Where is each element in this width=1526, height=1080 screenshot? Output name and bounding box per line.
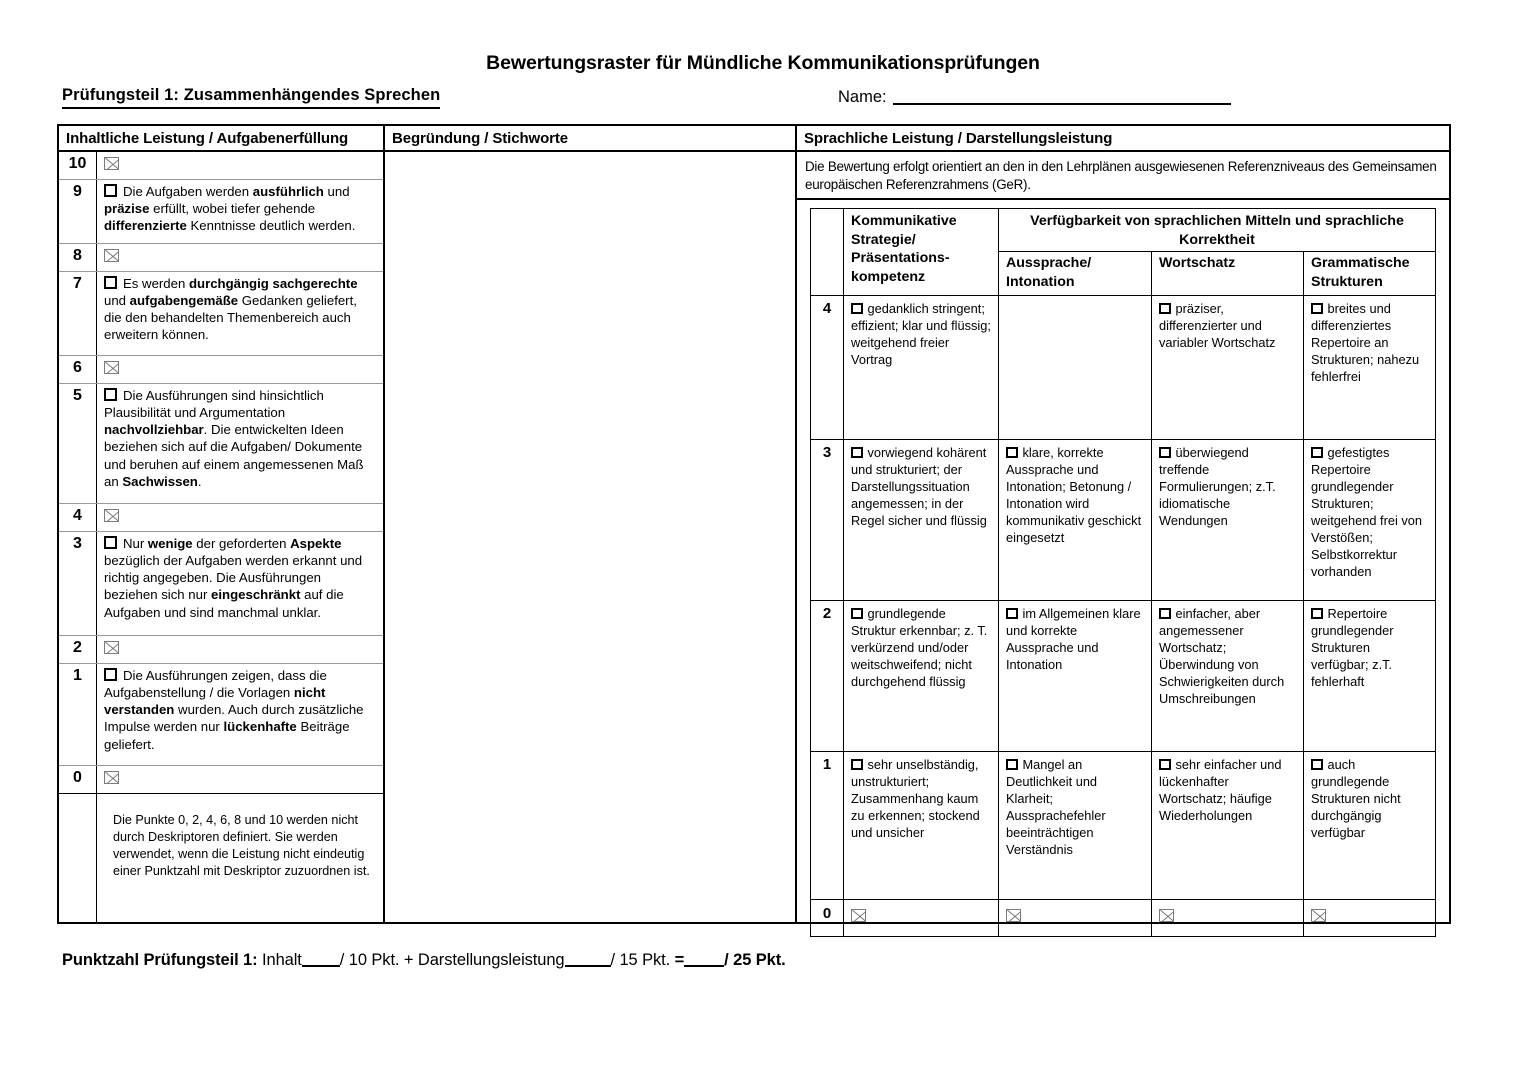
notes-writing-area[interactable]: [385, 152, 795, 922]
language-checkbox[interactable]: [851, 447, 863, 459]
language-descriptor-cell-wortschatz: [1152, 296, 1304, 439]
content-criteria-table: [59, 152, 383, 922]
language-descriptor-cell-wortschatz: [1152, 440, 1304, 600]
language-checkbox[interactable]: [1159, 447, 1171, 459]
criteria-points-value: 4: [59, 504, 97, 531]
language-checkbox[interactable]: [1159, 759, 1171, 771]
crossed-box-icon: [104, 509, 119, 522]
criteria-descriptor-text: Es werden durchgängig sachgerechte und aufgabengemäße Gedanken geliefert, die den behandelten Themenbereich auch erweitern können.: [104, 276, 358, 343]
language-criteria-row: [811, 899, 1435, 936]
criteria-descriptor-text: Die Aufgaben werden ausführlich und präzise erfüllt, wobei tiefer gehende differenzierte Kenntnisse deutlich werden.: [104, 184, 356, 234]
criteria-row: [59, 532, 383, 636]
language-descriptor-text: präziser, differenzierter und variabler Wortschatz: [1159, 301, 1276, 351]
language-descriptor-text: sehr unselbständig, unstrukturiert; Zusammenhang kaum zu erkennen; stockend und unsicher: [851, 757, 980, 841]
language-descriptor-text: grundlegende Struktur erkennbar; z. T. verkürzend und/oder weitschweifend; nicht durchgehend flüssig: [851, 606, 988, 690]
criteria-descriptor-cell: [97, 636, 383, 663]
aussprache-header: Aussprache/ Intonation: [999, 252, 1152, 295]
language-checkbox[interactable]: [1006, 447, 1018, 459]
language-descriptor-text: im Allgemeinen klare und korrekte Aussprache und Intonation: [1006, 606, 1141, 673]
language-points-value: 3: [811, 440, 844, 600]
language-criteria-row: [811, 295, 1435, 439]
name-label: Name:: [838, 87, 887, 106]
language-checkbox[interactable]: [1311, 608, 1323, 620]
criteria-row: [59, 664, 383, 766]
footnote-empty-points-cell: [59, 794, 97, 922]
crossed-box-icon: [104, 249, 119, 262]
language-checkbox[interactable]: [851, 303, 863, 315]
language-descriptor-cell-wortschatz: [1152, 900, 1304, 936]
sprachliche-mittel-header: Verfügbarkeit von sprachlichen Mitteln und sprachliche Korrektheit: [1030, 213, 1404, 248]
crossed-box-icon: [1006, 909, 1021, 922]
language-descriptor-cell-kommunikative: [844, 296, 999, 439]
language-points-value: 2: [811, 601, 844, 751]
criteria-points-value: 3: [59, 532, 97, 635]
criteria-descriptor-cell: [97, 244, 383, 271]
language-descriptor-text: vorwiegend kohärent und strukturiert; der Darstellungssituation angemessen; in der Regel sicher und flüssig: [851, 445, 987, 529]
section-subheading: Prüfungsteil 1: Zusammenhängendes Sprechen: [62, 86, 440, 109]
criteria-descriptor-text: Die Ausführungen zeigen, dass die Aufgabenstellung / die Vorlagen nicht verstanden wurden. Auch durch zusätzliche Impulse werden nur lückenhafte Beiträge geliefert.: [104, 668, 364, 752]
language-descriptor-cell-kommunikative: [844, 900, 999, 936]
criteria-descriptor-text: Die Ausführungen sind hinsichtlich Plausibilität und Argumentation nachvollziehbar. Die entwickelten Ideen beziehen sich auf die Aufgaben/ Dokumente und beruhen auf einem angemessenen Maß an Sachwissen.: [104, 388, 364, 489]
language-table-header-row: [811, 209, 1435, 295]
score-part2: / 10 Pkt. + Darstellungsleistung: [339, 951, 565, 969]
name-input-line[interactable]: [893, 88, 1231, 105]
criteria-points-value: 2: [59, 636, 97, 663]
wortschatz-header: Wortschatz: [1152, 252, 1304, 295]
criteria-descriptor-cell: [97, 532, 383, 635]
language-descriptor-cell-aussprache: [999, 440, 1152, 600]
language-descriptor-text: sehr einfacher und lückenhafter Wortschatz; häufige Wiederholungen: [1159, 757, 1282, 824]
total-score-blank[interactable]: [684, 950, 724, 967]
language-checkbox[interactable]: [1311, 303, 1323, 315]
criteria-row: [59, 180, 383, 244]
language-descriptor-cell-wortschatz: [1152, 601, 1304, 751]
criteria-footnote-text: Die Punkte 0, 2, 4, 6, 8 und 10 werden nicht durch Deskriptoren definiert. Sie werden verwendet, wenn die Leistung nicht eindeutig einer Punktzahl mit Deskriptor zuzuordnen ist.: [113, 813, 370, 878]
language-checkbox[interactable]: [1159, 608, 1171, 620]
crossed-box-icon: [104, 641, 119, 654]
language-criteria-row: [811, 439, 1435, 600]
criteria-descriptor-cell: [97, 356, 383, 383]
crossed-box-icon: [104, 361, 119, 374]
language-descriptor-cell-aussprache: [999, 900, 1152, 936]
criteria-descriptor-cell: [97, 766, 383, 793]
equals-sign: =: [674, 951, 685, 969]
language-descriptor-cell-grammatik: [1304, 296, 1435, 439]
criteria-points-value: 6: [59, 356, 97, 383]
criteria-row: [59, 504, 383, 532]
language-descriptor-text: überwiegend treffende Formulierungen; z.T. idiomatische Wendungen: [1159, 445, 1276, 529]
language-descriptor-text: auch grundlegende Strukturen nicht durchgängig verfügbar: [1311, 757, 1401, 841]
crossed-box-icon: [104, 771, 119, 784]
right-column-header: Sprachliche Leistung / Darstellungsleistung: [797, 126, 1449, 152]
language-checkbox[interactable]: [1311, 447, 1323, 459]
criteria-descriptor-text: Nur wenige der geforderten Aspekte bezüglich der Aufgaben werden erkannt und richtig angegeben. Die Ausführungen beziehen sich nur eingeschränkt auf die Aufgaben und sind manchmal unklar.: [104, 536, 363, 620]
language-descriptor-cell-grammatik: [1304, 440, 1435, 600]
criteria-points-value: 10: [59, 152, 97, 179]
language-checkbox[interactable]: [1006, 759, 1018, 771]
language-descriptor-cell-aussprache: [999, 296, 1152, 439]
language-descriptor-text: Mangel an Deutlichkeit und Klarheit; Aussprachefehler beeinträchtigen Verständnis: [1006, 757, 1106, 858]
grammatik-header: Grammatische Strukturen: [1311, 255, 1410, 290]
inhalt-score-blank[interactable]: [302, 950, 340, 967]
language-descriptor-cell-kommunikative: [844, 601, 999, 751]
notes-column: [385, 126, 797, 922]
total-points-label: / 25 Pkt.: [724, 951, 786, 969]
language-descriptor-cell-kommunikative: [844, 752, 999, 899]
assessment-grid: [57, 124, 1451, 924]
language-descriptor-cell-wortschatz: [1152, 752, 1304, 899]
criteria-descriptor-cell: [97, 504, 383, 531]
language-points-value: 1: [811, 752, 844, 899]
name-field-group: [838, 88, 1231, 105]
score-inhalt-label: Inhalt: [262, 951, 302, 969]
criteria-footnote-row: [59, 794, 383, 922]
page-title: Bewertungsraster für Mündliche Kommunikationsprüfungen: [486, 52, 1040, 74]
crossed-box-icon: [104, 157, 119, 170]
criteria-checkbox[interactable]: [104, 184, 117, 197]
kommunikative-header: Kommunikative Strategie/ Präsentations-kompetenz: [844, 209, 999, 295]
language-points-value: 4: [811, 296, 844, 439]
language-checkbox[interactable]: [851, 608, 863, 620]
language-descriptor-text: einfacher, aber angemessener Wortschatz; Überwindung von Schwierigkeiten durch Umschreibungen: [1159, 606, 1285, 707]
criteria-checkbox[interactable]: [104, 536, 117, 549]
left-column-header: Inhaltliche Leistung / Aufgabenerfüllung: [59, 126, 383, 152]
score-summary: [62, 950, 786, 970]
language-checkbox[interactable]: [1311, 759, 1323, 771]
criteria-points-value: 1: [59, 664, 97, 765]
criteria-descriptor-cell: [97, 384, 383, 503]
language-criteria-row: [811, 751, 1435, 899]
language-descriptor-cell-aussprache: [999, 601, 1152, 751]
criteria-row: [59, 244, 383, 272]
language-criteria-table: [810, 208, 1436, 937]
crossed-box-icon: [1311, 909, 1326, 922]
criteria-checkbox[interactable]: [104, 276, 117, 289]
criteria-row: [59, 152, 383, 180]
content-performance-column: [59, 126, 385, 922]
language-checkbox[interactable]: [851, 759, 863, 771]
language-descriptor-text: Repertoire grundlegender Strukturen verfügbar; z.T. fehlerhaft: [1311, 606, 1394, 690]
criteria-row: [59, 272, 383, 356]
criteria-checkbox[interactable]: [104, 668, 117, 681]
language-checkbox[interactable]: [1006, 608, 1018, 620]
language-descriptor-text: gedanklich stringent; effizient; klar und flüssig; weitgehend freier Vortrag: [851, 301, 991, 368]
score-part3: / 15 Pkt.: [610, 951, 675, 969]
criteria-checkbox[interactable]: [104, 388, 117, 401]
criteria-descriptor-cell: [97, 152, 383, 179]
criteria-descriptor-cell: [97, 664, 383, 765]
language-criteria-row: [811, 600, 1435, 751]
criteria-points-value: 9: [59, 180, 97, 243]
language-descriptor-cell-grammatik: [1304, 601, 1435, 751]
criteria-descriptor-cell: [97, 272, 383, 355]
language-grid-wrapper: [797, 200, 1449, 939]
criteria-row: [59, 766, 383, 794]
language-descriptor-cell-grammatik: [1304, 900, 1435, 936]
ger-reference-note: Die Bewertung erfolgt orientiert an den in den Lehrplänen ausgewiesenen Referenzniveaus des Gemeinsamen europäischen Referenzrahmens (GeR).: [797, 152, 1449, 200]
criteria-row: [59, 356, 383, 384]
language-checkbox[interactable]: [1159, 303, 1171, 315]
mid-column-header: Begründung / Stichworte: [385, 126, 795, 152]
language-points-value: 0: [811, 900, 844, 936]
language-performance-column: [797, 126, 1449, 922]
criteria-points-value: 7: [59, 272, 97, 355]
crossed-box-icon: [851, 909, 866, 922]
language-descriptor-text: breites und differenziertes Repertoire an Strukturen; nahezu fehlerfrei: [1311, 301, 1420, 385]
criteria-points-value: 8: [59, 244, 97, 271]
criteria-descriptor-cell: [97, 180, 383, 243]
criteria-row: [59, 636, 383, 664]
language-descriptor-cell-kommunikative: [844, 440, 999, 600]
language-descriptor-cell-grammatik: [1304, 752, 1435, 899]
criteria-points-value: 0: [59, 766, 97, 793]
points-header-cell: [811, 209, 844, 295]
language-descriptor-text: gefestigtes Repertoire grundlegender Strukturen; weitgehend frei von Verstößen; Selbstkorrektur vorhanden: [1311, 445, 1422, 580]
language-descriptor-text: klare, korrekte Aussprache und Intonation; Betonung / Intonation wird kommunikativ geschickt eingesetzt: [1006, 445, 1142, 546]
criteria-points-value: 5: [59, 384, 97, 503]
language-descriptor-cell-aussprache: [999, 752, 1152, 899]
criteria-row: [59, 384, 383, 504]
score-label: Punktzahl Prüfungsteil 1:: [62, 951, 258, 969]
darstellung-score-blank[interactable]: [565, 950, 611, 967]
crossed-box-icon: [1159, 909, 1174, 922]
